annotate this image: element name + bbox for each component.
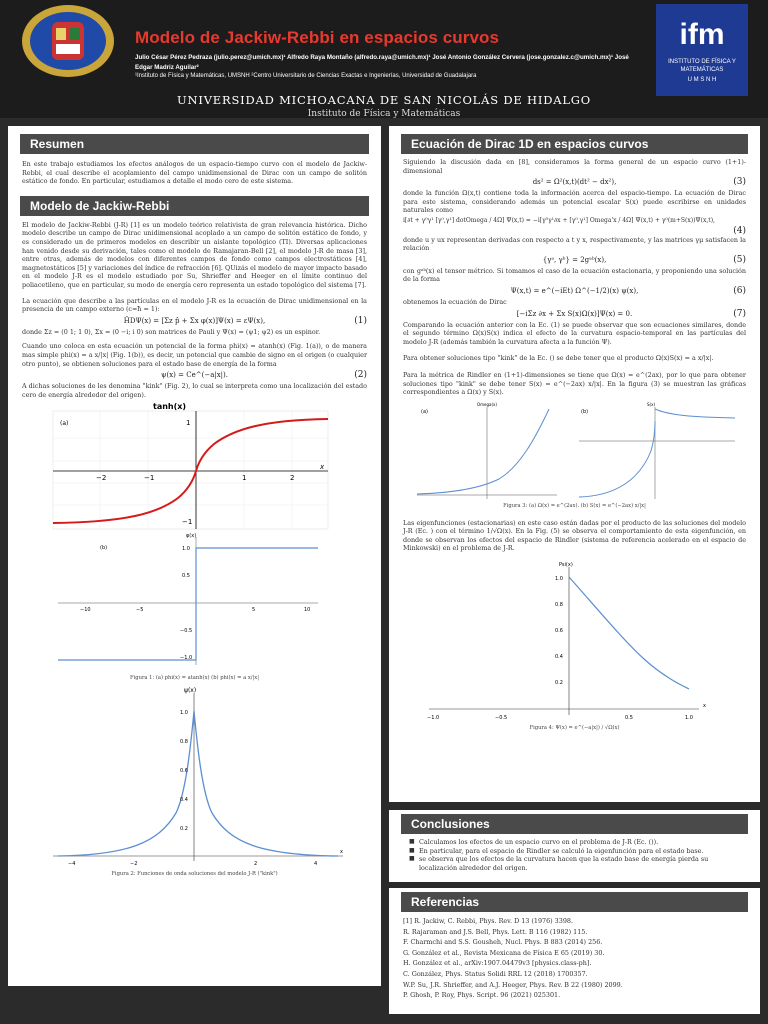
authors: Julio César Pérez Pedraza (julio.perez@umich.mx)¹ Alfredo Raya Montaño (alfredo.raya@umich.mx)¹ José Antonio González Cervera (jose.gonzalez.c@umich.mx)¹ José Edgar Madriz Aguilar² [135, 54, 629, 71]
fig1a-xtick: −1 [144, 474, 155, 483]
kink-curve [58, 711, 338, 856]
fig1b-xtick: −10 [80, 607, 91, 614]
dirac-column [389, 126, 760, 802]
university-name: UNIVERSIDAD MICHOACANA DE SAN NICOLÁS DE HIDALGO [177, 93, 591, 107]
dirac-paragraph-2: donde la función Ω(x,t) contiene toda la información acerca del espacio-tiempo. La ecuación de Dirac para este sistema, considerando además un potencial escalar S(x) puede escribirse en unidades naturales como [403, 189, 746, 215]
equation-6-number: (6) [733, 285, 746, 296]
fig1a-title: tanh(x) [153, 403, 187, 412]
jr-paragraph-4: Cuando uno coloca en esta ecuación un potencial de la forma phi(x) = atanh(x) (Fig. 1(a)), o de manera mas simple phi(x) = a x/|x| (Fig. 1(b)), es decir, un potencial que cambie de signo en el origen (o cualquier otro punto), se obtienen soluciones para el estado base de energía de la forma [22, 342, 367, 368]
fig2-xtick: −2 [130, 861, 138, 868]
poster-header [0, 0, 768, 118]
fig4-ytick: 1.0 [555, 576, 563, 583]
jr-paragraph-2: La ecuación que describe a las partículas en el modelo J-R es la ecuación de Dirac unidimensional en la presencia de un campo externo (c=ħ = 1): [22, 296, 367, 314]
reference-item: W.P. Su, J.R. Shrieffer, and A.J. Heeger, Phys. Rev. B 22 (1980) 2099. [403, 980, 623, 989]
poster-title: Modelo de Jackiw-Rebbi en espacios curvos [135, 28, 500, 47]
reference-item: C. González, Phys. Status Solidi RRL 12 (2018) 1700357. [403, 969, 588, 978]
conclusion-item: ■ Calculamos los efectos de un espacio curvo en el problema de J-R (Ec. ()). [409, 838, 746, 847]
figure-4-caption: Figura 4: Ψ(x) = e^(−a|x|) / √Ω(x) [529, 725, 620, 732]
fig1a-xlabel: x [320, 463, 325, 472]
equation-3-number: (3) [733, 177, 746, 188]
reference-item: F. Charmchi and S.S. Gousheh, Nucl. Phys. B 883 (2014) 256. [403, 938, 603, 947]
s-curve-left [579, 421, 655, 497]
fig4-ytick: 0.2 [555, 680, 563, 687]
dirac-paragraph-1: Siguiendo la discusión dada en [8], consideramos la forma general de un espacio curvo (1+1)-dimensional [403, 158, 746, 175]
fig4-ytick: 0.8 [555, 602, 563, 609]
fig1b-ytick: −0.5 [180, 628, 193, 635]
jr-paragraph-3: donde Σz = (0 1; 1 0), Σx = (0 −i; i 0) son matrices de Pauli y Ψ(x) = (ψ1; ψ2) es un espinor. [22, 327, 321, 336]
equation-5-number: (5) [733, 254, 746, 265]
fig4-ytick: 0.4 [555, 654, 563, 661]
equation-1-body: ĤDΨ(x) = [Σz p̂ + Σx φ(x)]Ψ(x) = εΨ(x), [123, 316, 266, 325]
fig4-xtick: 1.0 [685, 715, 693, 722]
fig3b-ylabel: S(x) [647, 401, 656, 407]
reference-item: [1] R. Jackiw, C. Rebbi, Phys. Rev. D 13 (1976) 3398. [403, 917, 573, 925]
conclusiones-list [389, 834, 760, 872]
dirac-paragraph-4: con gᵃᵇ(x) el tensor métrico. Si tomamos el caso de la ecuación estacionaria, y proponiendo una solución de la forma [403, 266, 746, 284]
conclusion-item: ■ En particular, para el espacio de Rindler se calculó la eigenfunción para el estado base. [409, 847, 746, 856]
fig4-xlabel: x [703, 703, 706, 710]
equation-5 [389, 253, 760, 267]
fig4-ylabel: Psi(x) [559, 562, 573, 569]
jr-paragraph-1: El modelo de Jackiw-Rebbi (J-R) [1] es un modelo teórico relativista de gran relevancia histórica. Dicho modelo describe un campo de Dirac unidimensional acoplado a un campo de solitón estático de fondo, y es considerado un de primeros modelos en describir un aislante topológico (TI). Diversas aplicaciones han venido desde su derivación, tales como el modelo de Ramajaran-Bell [2], el modelo J-R de masa [3], entre otras, además de modelos con diferentes campos de fondo como campos electrostáticos [4], magnetostáticos [5] y variaciones del índice de refracción [6]. QUizás el modelo de mayor impacto basado en el modelo J-R es el modelo estudiado por Su, Shrieffer and Heeger en el límite continuo del poliacetileno, que en particular, su modo de energía cero representa un estado topológico del sistema [7]. [22, 220, 367, 289]
equation-6 [389, 284, 760, 298]
figure-1a-plot [8, 403, 381, 533]
fig1a-ytick: 1 [186, 419, 191, 428]
fig1b-xtick: 10 [304, 607, 311, 614]
resumen-text: En este trabajo estudiamos los efectos análogos de un espacio-tiempo curvo con el modelo de Jackiw-Rebbi, el cual describe el acoplamiento del campo unidimensional de Dirac con un campo de solitón estático de fondo. En particular, estudiamos a detalle el modo cero de este sistema. [22, 160, 367, 186]
fig4-xtick: 0.5 [625, 715, 633, 722]
fig1b-label: (b) [100, 545, 108, 552]
jr-heading: Modelo de Jackiw-Rebbi [20, 196, 369, 216]
dirac-paragraph-8: Para la métrica de Rindler en (1+1)-dimensiones se tiene que Ω(x) = e^(2ax), por lo que para obtener soluciones tipo "kink" se debe tener S(x) = e^(−2ax) x/|x|. En la figura (3) se muestran las gráficas correspondientes a Ω(x) y S(x). [403, 370, 746, 397]
fig2-ytick: 0.8 [180, 739, 188, 746]
institute-name: Instituto de Física y Matemáticas [307, 109, 461, 119]
fig2-ytick: 0.2 [180, 826, 188, 833]
dirac-paragraph-9: Las eigenfunciones (estacionarias) en este caso están dadas por el producto de las soluciones del modelo J-R (Ec. ) con el término 1/√Ω(x). En la Fig. (5) se observa el comportamiento de esta eigenfunción, en donde se observan los efectos del espacio de Rindler (sistema de referencia acelerado en el espacio de Minkowski) en el problema de J-R. [403, 518, 746, 553]
ifm-logo-text: ifm [679, 18, 725, 51]
equation-2 [8, 368, 381, 382]
equation-1-number: (1) [354, 315, 367, 326]
fig3a-label: (a) [421, 408, 428, 415]
figure-2-plot [8, 683, 381, 871]
fig1a-label: (a) [60, 420, 69, 428]
fig1b-title: φ(x) [186, 533, 197, 540]
equation-7 [389, 307, 760, 321]
fig1b-xtick: 5 [252, 607, 256, 614]
figure-2-caption: Figura 2: Funciones de onda soluciones del modelo J-R ("kink") [111, 871, 278, 878]
fig1a-xtick: 2 [290, 474, 295, 483]
dirac-paragraph-3: donde u y ux representan derivadas con respecto a t y x, respectivamente, y las matrices γμ satisfacen la relación [403, 235, 746, 253]
fig3b-label: (b) [581, 408, 589, 415]
fig4-ytick: 0.6 [555, 628, 563, 635]
left-column [8, 126, 381, 986]
fig1b-ytick: 1.0 [182, 546, 190, 553]
fig1b-xtick: −5 [136, 607, 144, 614]
equation-7-body: [−iΣz ∂x + Σx S(x)Ω(x)]Ψ(x) = 0. [516, 309, 633, 318]
fig3a-ylabel: Omega(x) [477, 401, 497, 407]
fig2-ytick: 0.4 [180, 797, 188, 804]
fig2-xlabel: x [340, 849, 343, 856]
fig1a-ytick: −1 [182, 518, 193, 527]
reference-item: H. González et al., arXiv:1907.04479v3 [physics.class-ph]. [403, 959, 592, 968]
ifm-logo-subtitle: INSTITUTO DE FÍSICA Y MATEMÁTICAS [668, 59, 736, 73]
fig4-xtick: −0.5 [495, 715, 508, 722]
jr-paragraph-5: A dichas soluciones de les denomina "kink" (Fig. 2), lo cual se interpreta como una localización del estado cero de energía alrededor del origen). [22, 382, 367, 399]
fig2-xtick: −4 [68, 861, 76, 868]
dirac-paragraph-7: Para obtener soluciones tipo "kink" de la Ec. () se debe tener que el producto Ω(x)S(x) = a x/|x|. [403, 354, 714, 363]
reference-item: G. González et al., Revista Mexicana de Física E 65 (2019) 30. [403, 948, 605, 957]
conclusiones-box [389, 810, 760, 882]
equation-2-number: (2) [354, 370, 367, 381]
referencias-list [389, 912, 760, 1001]
resumen-heading: Resumen [20, 134, 369, 154]
fig1a-xtick: −2 [96, 474, 107, 483]
figure-3-caption: Figura 3: (a) Ω(x) = e^(2ax). (b) S(x) = e^(−2ax) x/|x| [503, 502, 646, 509]
ifm-logo-subtitle-2: U M S N H [687, 77, 717, 83]
ifm-logo [656, 4, 748, 96]
equation-3 [389, 175, 760, 189]
figure-3-plot [389, 401, 760, 503]
equation-2-body: ψ(x) = Ce^(−a|x|). [161, 371, 228, 380]
equation-7-number: (7) [733, 308, 746, 319]
conclusiones-heading: Conclusiones [401, 814, 748, 834]
referencias-heading: Referencias [401, 892, 748, 912]
fig1b-ytick: −1.0 [180, 655, 193, 662]
figure-1b-plot [8, 533, 381, 675]
equation-4-number: (4) [733, 225, 746, 236]
dirac-paragraph-6: Comparando la ecuación anterior con la Ec. (1) se puede observar que son ecuaciones similares, donde el segundo término Ω(x)S(x) indica el efecto de la curvatura espacio-temporal en las partículas del modelo J-R (además también la curvatura afecta a la función Ψ). [403, 320, 746, 346]
s-curve-right [655, 409, 735, 418]
equation-4-body: i[∂t + γ⁰γ¹ [γ⁰,γ¹] dotOmega / 4Ω] Ψ(x,t) = −i[γ⁰γ¹∂x + [γ⁰,γ¹] Omega'x / 4Ω] Ψ(x,t) + γ⁰(m+S(x))Ψ(x,t), [403, 216, 715, 224]
equation-5-body: {γᵃ, γᵇ} = 2gᵃᵇ(x), [542, 255, 607, 264]
university-seal-icon [18, 2, 118, 80]
dirac-paragraph-5: obtenemos la ecuación de Dirac [403, 297, 507, 306]
referencias-box [389, 888, 760, 1014]
fig1b-ytick: 0.5 [182, 573, 190, 580]
equation-3-body: ds² = Ω²(x,t)(dt² − dx²), [532, 178, 617, 187]
figure-4-plot [389, 559, 760, 725]
fig2-ytick: 0.6 [180, 768, 188, 775]
fig2-xtick: 2 [254, 861, 258, 868]
conclusion-item: ■ se observa que los efectos de la curvatura hacen que la estado base de energía pierda su localización alrededor del origen. [409, 855, 746, 872]
fig2-ytick: 1.0 [180, 710, 188, 717]
fig2-title: ψ(x) [184, 687, 197, 695]
figure-1-caption: Figura 1: (a) phi(x) = atanh(x) (b) phi(x) = a x/|x| [130, 675, 259, 682]
reference-item: R. Rajaraman and J.S. Bell, Phys. Lett. B 116 (1982) 115. [403, 927, 588, 936]
equation-4 [389, 226, 760, 236]
fig1a-xtick: 1 [242, 474, 247, 483]
sign-curve [58, 548, 318, 660]
omega-curve [417, 409, 549, 494]
psi-curve [569, 577, 689, 689]
fig4-xtick: −1.0 [427, 715, 440, 722]
reference-item: P. Ghosh, P. Roy, Phys. Script. 96 (2021) 025301. [403, 991, 561, 1000]
equation-6-body: Ψ(x,t) = e^(−iEt) Ω^(−1/2)(x) ψ(x), [510, 286, 639, 295]
fig2-xtick: 4 [314, 861, 318, 868]
dirac-heading: Ecuación de Dirac 1D en espacios curvos [401, 134, 748, 154]
equation-1 [8, 314, 381, 328]
affiliations: ¹Instituto de Física y Matemáticas, UMSNH ²Centro Universitario de Ciencias Exactas e Ingenierías, Universidad de Guadalajara [135, 73, 477, 79]
